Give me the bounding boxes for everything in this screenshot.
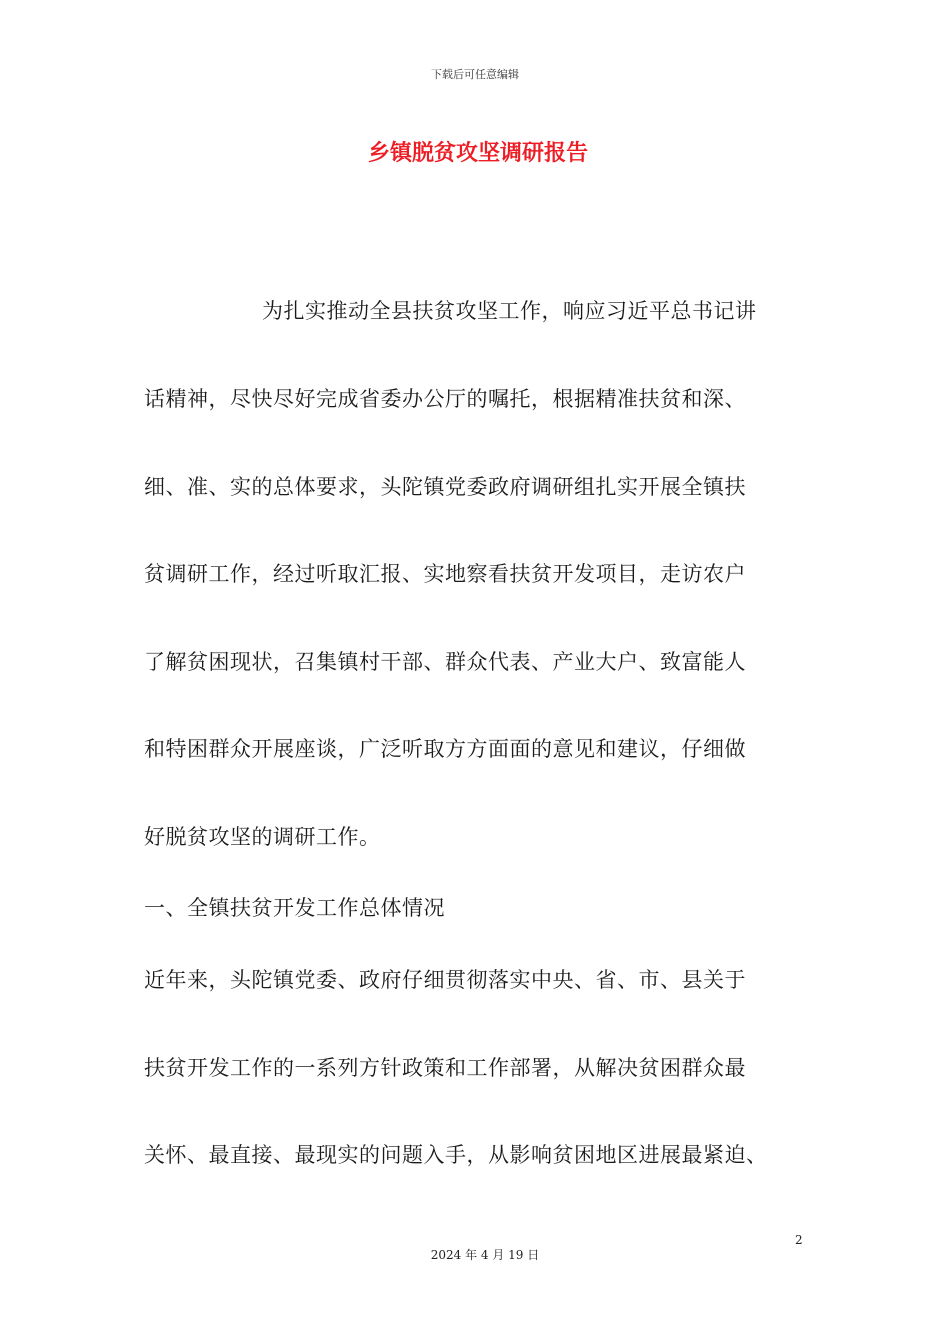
paragraph-line: 贫调研工作，经过听取汇报、实地察看扶贫开发项目，走访农户 <box>144 562 746 586</box>
section-heading: 一、全镇扶贫开发工作总体情况 <box>144 896 445 920</box>
header-note: 下载后可任意编辑 <box>431 68 519 81</box>
paragraph-line: 近年来，头陀镇党委、政府仔细贯彻落实中央、省、市、县关于 <box>144 968 746 992</box>
paragraph-line: 关怀、最直接、最现实的问题入手，从影响贫困地区进展最紧迫、 <box>144 1143 768 1167</box>
paragraph-line: 和特困群众开展座谈，广泛听取方方面面的意见和建议，仔细做 <box>144 737 746 761</box>
paragraph-line: 扶贫开发工作的一系列方针政策和工作部署，从解决贫困群众最 <box>144 1056 746 1080</box>
paragraph-line: 了解贫困现状，召集镇村干部、群众代表、产业大户、致富能人 <box>144 650 746 674</box>
document-title: 乡镇脱贫攻坚调研报告 <box>367 141 588 166</box>
paragraph-line: 为扎实推动全县扶贫攻坚工作，响应习近平总书记讲 <box>262 299 757 323</box>
paragraph-line: 好脱贫攻坚的调研工作。 <box>144 825 381 849</box>
paragraph-line: 细、准、实的总体要求，头陀镇党委政府调研组扎实开展全镇扶 <box>144 475 746 499</box>
paragraph-line: 话精神，尽快尽好完成省委办公厅的嘱托，根据精准扶贫和深、 <box>144 387 746 411</box>
footer-date: 2024 年 4 月 19 日 <box>430 1248 540 1262</box>
page-number: 2 <box>795 1233 803 1247</box>
